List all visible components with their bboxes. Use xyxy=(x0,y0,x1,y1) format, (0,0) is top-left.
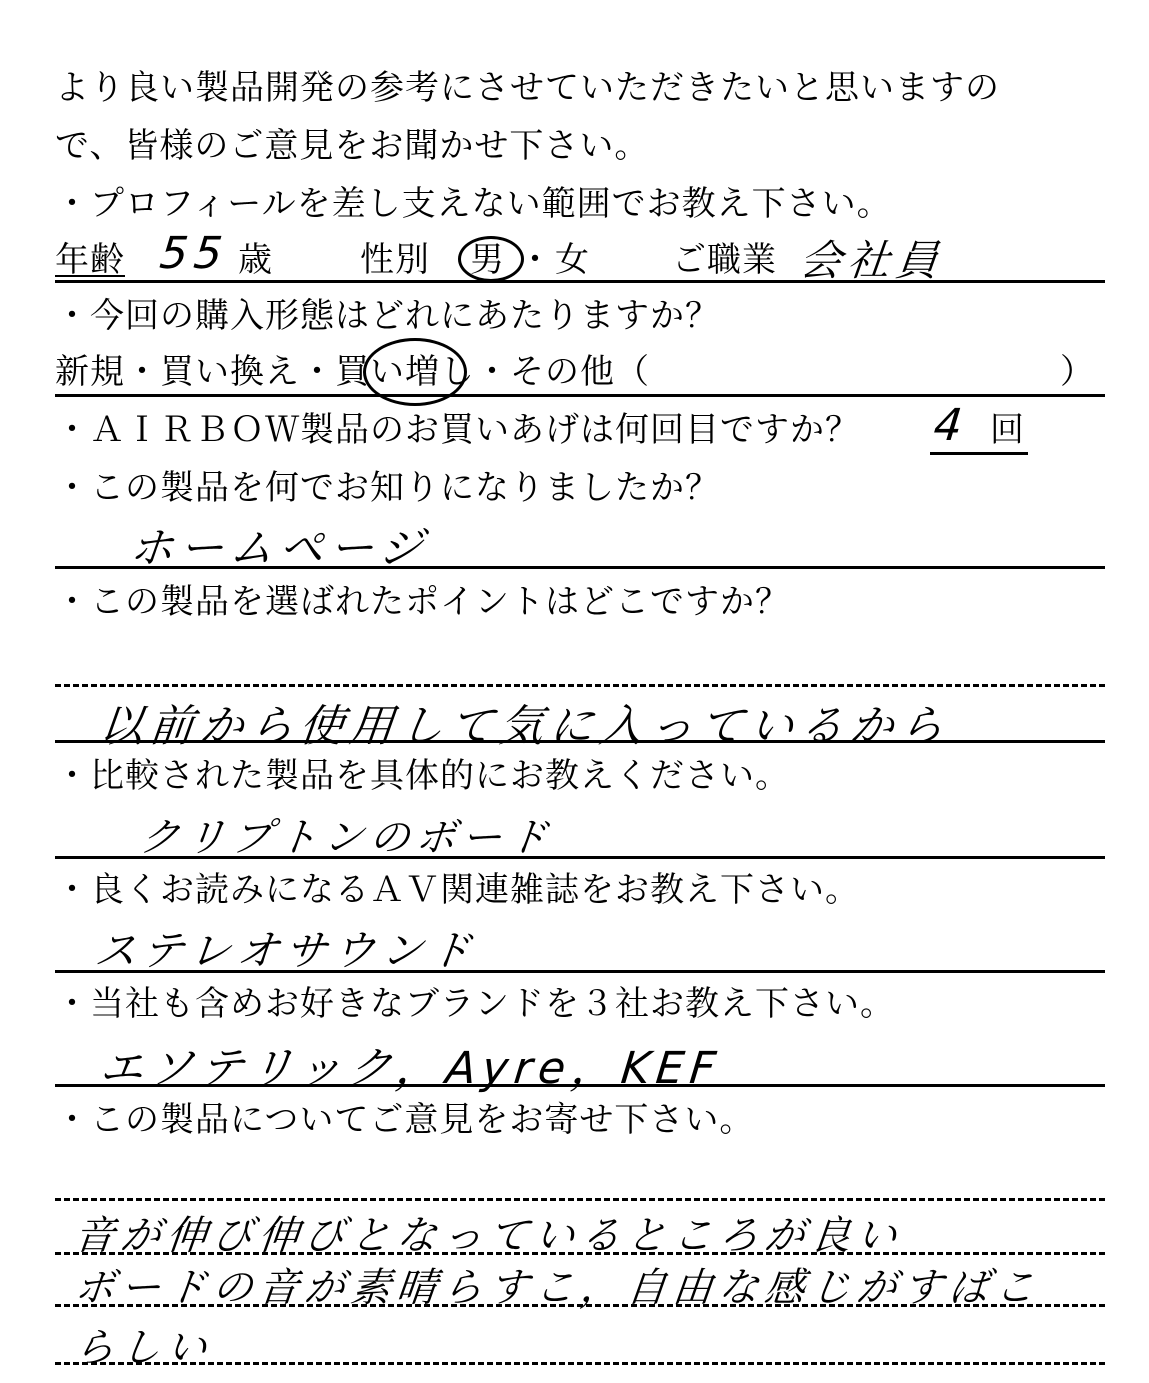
profile-rule xyxy=(55,280,1105,283)
opinion-dashed-line-2 xyxy=(55,1252,1105,1255)
profile-heading: ・プロフィールを差し支えない範囲でお教え下さい。 xyxy=(55,184,892,224)
brands-answer: エソテリック，Ayre，KEF xyxy=(96,1043,724,1094)
purchase-type-close-paren: ） xyxy=(1060,352,1095,392)
purchase-type-question: ・今回の購入形態はどれにあたりますか？ xyxy=(55,296,720,336)
purchase-count-unit: 回 xyxy=(990,410,1025,450)
intro-line-2: で、皆様のご意見をお聞かせ下さい。 xyxy=(55,126,650,166)
gender-label: 性別 xyxy=(360,240,430,280)
opinion-answer-line-3: らしい xyxy=(72,1325,216,1371)
reason-question: ・この製品を選ばれたポイントはどこですか？ xyxy=(55,582,790,622)
gender-female: 女 xyxy=(555,240,590,280)
magazine-answer: ステレオサウンド xyxy=(92,926,480,975)
intro-line-1: より良い製品開発の参考にさせていただきたいと思いますの xyxy=(55,68,1000,108)
magazine-question: ・良くお読みになるＡＶ関連雑誌をお教え下さい。 xyxy=(55,870,860,910)
purchase-type-rule xyxy=(55,394,1105,397)
reason-dashed-line xyxy=(55,684,1105,687)
opinion-answer-line-1: 音が伸び伸びとなっているところが良い xyxy=(72,1213,906,1259)
magazine-rule xyxy=(55,970,1105,973)
purchase-type-options: 新規・買い換え・買い増し・その他（ xyxy=(55,352,650,392)
how-known-question: ・この製品を何でお知りになりましたか？ xyxy=(55,468,720,508)
brands-rule xyxy=(55,1084,1105,1087)
purchase-count-question: ・ＡＩＲＢＯＷ製品のお買いあげは何回目ですか？ xyxy=(55,410,860,450)
age-label: 年齢 xyxy=(55,240,125,280)
gender-separator: ・ xyxy=(518,240,553,280)
how-known-answer: ホームページ xyxy=(126,523,432,574)
how-known-rule xyxy=(55,566,1105,569)
opinion-question: ・この製品についてご意見をお寄せ下さい。 xyxy=(55,1100,755,1140)
opinion-dashed-line-1 xyxy=(55,1198,1105,1201)
purchase-count-underline xyxy=(930,452,1028,455)
purchase-count-answer: 4 xyxy=(931,400,971,451)
reason-rule xyxy=(55,740,1105,743)
compared-question: ・比較された製品を具体的にお教えください。 xyxy=(55,756,790,796)
compared-answer: クリプトンのボード xyxy=(137,815,557,861)
occupation-label: ご職業 xyxy=(672,240,777,280)
age-unit: 歳 xyxy=(238,240,273,280)
opinion-dashed-line-3 xyxy=(55,1304,1105,1307)
gender-male: 男 xyxy=(470,240,505,280)
opinion-answer-line-2: ボードの音が素晴らすこ，自由な感じがすばこ xyxy=(72,1265,1044,1311)
occupation-answer: 会社員 xyxy=(797,236,947,285)
brands-question: ・当社も含めお好きなブランドを３社お教え下さい。 xyxy=(55,984,895,1024)
age-answer: 55 xyxy=(157,228,231,279)
compared-rule xyxy=(55,856,1105,859)
reason-answer: 以前から使用して気に入っているから xyxy=(96,701,953,752)
opinion-dashed-line-4 xyxy=(55,1362,1105,1365)
